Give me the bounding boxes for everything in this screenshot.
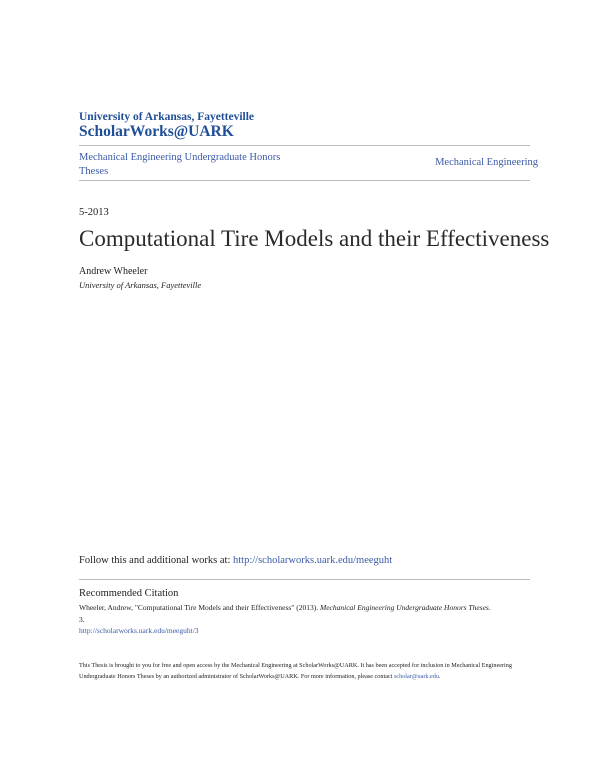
follow-text: Follow this and additional works at: [79, 555, 233, 566]
divider-top [79, 145, 530, 146]
citation-journal: Mechanical Engineering Undergraduate Honors Theses [319, 603, 489, 612]
author-name: Andrew Wheeler [79, 266, 148, 277]
paper-title: Computational Tire Models and their Effectiveness [79, 226, 550, 251]
contact-email-link[interactable]: scholar@uark.edu [393, 673, 439, 680]
citation-main: Wheeler, Andrew, "Computational Tire Models and their Effectiveness" (2013). [79, 603, 320, 612]
divider-citation [79, 579, 530, 580]
publication-date: 5-2013 [79, 207, 109, 218]
citation-text [79, 602, 529, 626]
recommended-citation-heading: Recommended Citation [79, 588, 179, 599]
notice-end: . [439, 673, 441, 680]
notice-text: This Thesis is brought to you for free and open access by the Mechanical Engineering at ScholarWorks@UARK. It has been accepted for inclusion in Mechanical Engineering Undergraduate Honors Theses by an authorized administrator of ScholarWorks@UARK. For more information, please contact [79, 662, 512, 680]
repository-name: ScholarWorks@UARK [79, 123, 234, 140]
series-line-1[interactable]: Mechanical Engineering Undergraduate Honors [79, 152, 281, 163]
citation-link[interactable]: http://scholarworks.uark.edu/meeguht/3 [79, 626, 199, 635]
divider-header-bottom [79, 180, 530, 181]
follow-link[interactable]: http://scholarworks.uark.edu/meeguht [233, 555, 393, 566]
series-line-2[interactable]: Theses [79, 166, 109, 177]
access-notice [79, 660, 529, 682]
citation-end: . [488, 603, 491, 612]
department-link[interactable]: Mechanical Engineering [435, 157, 538, 168]
follow-line [79, 555, 392, 566]
author-affiliation: University of Arkansas, Fayetteville [79, 280, 202, 290]
citation-number: 3. [79, 615, 85, 624]
series-name[interactable] [79, 151, 329, 179]
institution-name: University of Arkansas, Fayetteville [79, 111, 255, 123]
